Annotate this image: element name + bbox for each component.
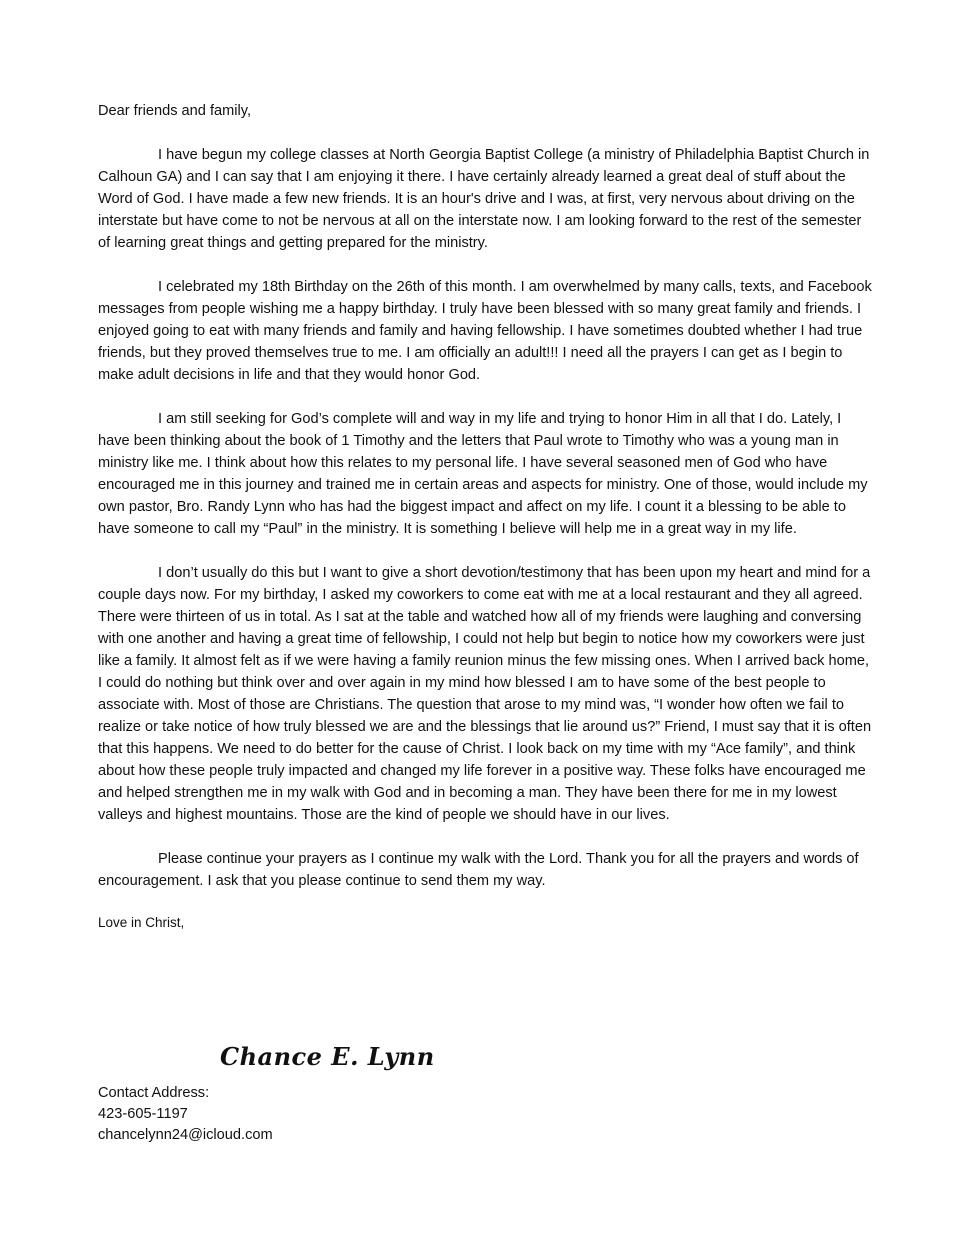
signature: Chance E. Lynn xyxy=(220,1042,435,1071)
paragraph-birthday: I celebrated my 18th Birthday on the 26th of this month. I am overwhelmed by many calls, texts, and Facebook messages from people wishing me a happy birthday. I truly have been blessed with so many great family and friends. I enjoyed going to eat with many friends and family and having fellowship. I have sometimes doubted whether I had true friends, but they proved themselves true to me. I am officially an adult!!! I need all the prayers I can get as I begin to make adult decisions in life and that they would honor God. xyxy=(98,279,872,383)
paragraph-devotion: I don’t usually do this but I want to give a short devotion/testimony that has been upon my heart and mind for a couple days now. For my birthday, I asked my coworkers to come eat with me at a local restaurant and they all agreed. There were thirteen of us in total. As I sat at the table and watched how all of my friends were laughing and conversing with one another and having a great time of fellowship, I could not help but begin to notice how my coworkers were just like a family. It almost felt as if we were having a family reunion minus the few missing ones. When I arrived back home, I could do nothing but think over and over again in my mind how blessed I am to have some of the best people to associate with. Most of those are Christians. The question that arose to my mind was, “I wonder how often we fail to realize or take notice of how truly blessed we are and the blessings that lie around us?” Friend, I must say that it is often that this happens. We need to do better for the cause of Christ. I look back on my time with my “Ace family”, and think about how these people truly impacted and changed my life forever in a positive way. These folks have encouraged me and helped strengthen me in my walk with God and in becoming a man. They have been there for me in my lowest valleys and highest mountains. Those are the kind of people we should have in our lives. xyxy=(98,565,872,823)
paragraph-ministry: I am still seeking for God’s complete will and way in my life and trying to honor Him in all that I do. Lately, I have been thinking about the book of 1 Timothy and the letters that Paul wrote to Timothy who was a young man in ministry like me. I think about how this relates to my personal life. I have several seasoned men of God who have encouraged me in this journey and trained me in certain areas and aspects for ministry. One of those, would include my own pastor, Bro. Randy Lynn who has had the biggest impact and affect on my life. I count it a blessing to be able to have someone to call my “Paul” in the ministry. It is something I believe will help me in a great way in my life. xyxy=(98,411,868,537)
contact-phone: 423-605-1197 xyxy=(98,1106,188,1122)
closing: Love in Christ, xyxy=(98,915,185,930)
salutation: Dear friends and family, xyxy=(98,103,252,119)
contact-block xyxy=(98,1083,273,1146)
contact-email: chancelynn24@icloud.com xyxy=(98,1127,273,1143)
letter-body xyxy=(98,100,874,932)
paragraph-college: I have begun my college classes at North Georgia Baptist College (a ministry of Philadelphia Baptist Church in Calhoun GA) and I can say that I am enjoying it there. I have certainly already learned a great deal of stuff about the Word of God. I have made a few new friends. It is an hour's drive and I was, at first, very nervous about driving on the interstate but have come to not be nervous at all on the interstate now. I am looking forward to the rest of the semester of learning great things and getting prepared for the ministry. xyxy=(98,147,870,251)
paragraph-prayers: Please continue your prayers as I continue my walk with the Lord. Thank you for all the prayers and words of encouragement. I ask that you please continue to send them my way. xyxy=(98,851,859,889)
contact-heading: Contact Address: xyxy=(98,1085,210,1101)
